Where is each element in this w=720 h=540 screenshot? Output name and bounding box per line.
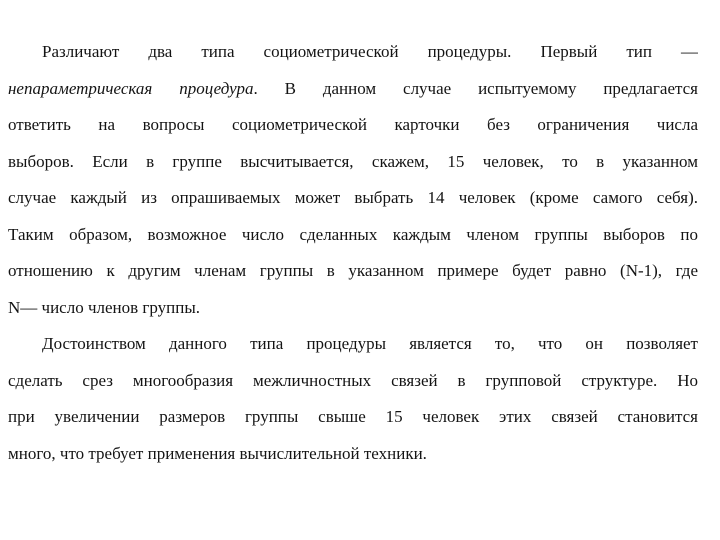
text-run: Первый тип — [540,42,698,61]
text-line [8,290,698,327]
text-run: сделать срез многообразия межличностных связей в групповой структуре. Но [8,370,698,390]
text-line [8,71,698,108]
text-line [8,180,698,217]
text-run: Достоинством данного типа процедуры является то, что он позволяет [42,334,698,353]
text-line [8,436,698,473]
text-line [8,107,698,144]
paragraph-2 [8,326,698,472]
text-run: отношению к другим членам группы в указанном примере будет равно (N-1), где [8,261,698,280]
text-run: много, что требует применения вычислительной техники. [8,443,427,463]
text-run: N— число членов группы. [8,297,201,317]
text-line [8,363,698,400]
text-run: при увеличении размеров группы свыше 15 человек этих связей становится [8,407,698,426]
text-run: Таким образом, возможное число сделанных каждым членом группы выборов по [8,224,698,244]
text-run: Различают два типа социометрической процедуры. [42,42,541,61]
text-run: случае каждый из опрашиваемых может выбрать 14 человек (кроме самого себя). [8,188,698,207]
text-line [8,34,698,71]
text-line [8,399,698,436]
text-line [8,144,698,181]
text-line [8,217,698,254]
text-run: . В данном случае испытуемому предлагается [253,78,698,98]
italic-term: непараметрическая процедура [8,78,254,98]
paragraph-1 [8,34,698,326]
text-run: ответить на вопросы социометрической карточки без ограничения числа [8,115,698,134]
text-line [8,253,698,290]
document-text [8,34,698,472]
text-line [8,326,698,363]
text-run: выборов. Если в группе высчитывается, скажем, 15 человек, то в указанном [8,151,698,171]
